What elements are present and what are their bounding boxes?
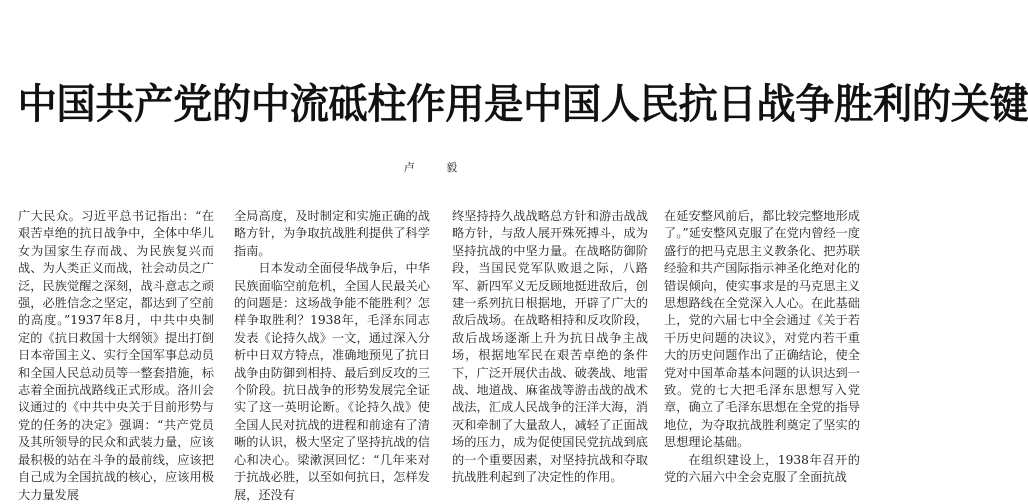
text-column-3 [452,208,648,485]
article-author: 卢 毅 [403,161,472,174]
paragraph: 在延安整风前后，都比较完整地形成了。”延安整风克服了在党内曾经一度盛行的把马克思主义教条化、把苏联经验和共产国际指示神圣化绝对化的错误倾向，使实事求是的马克思主义思想路线在全党深入人心。在此基础上，党的六届七中全会通过《关于若干历史问题的决议》，对党内若干重大的历史问题作出了正确结论，使全党对中国革命基本问题的认识达到一致。党的七大把毛泽东思想写入党章，确立了毛泽东思想在全党的指导地位，为夺取抗战胜利奠定了坚实的思想理论基础。 [664,209,860,450]
text-column-1 [18,208,214,502]
text-column-2 [234,208,430,502]
paragraph: 在组织建设上，1938年召开的党的六届六中全会克服了全面抗战 [664,452,860,485]
paragraph: 终坚持持久战战略总方针和游击战战略方针，与敌人展开殊死搏斗，成为坚持抗战的中坚力量。在战略防御阶段，当国民党军队败退之际，八路军、新四军义无反顾地挺进敌后，创建一系列抗日根据地，开辟了广大的敌后战场。在战略相持和反攻阶段，敌后战场逐渐上升为抗日战争主战场，根据地军民在艰苦卓绝的条件下，广泛开展伏击战、破袭战、地雷战、地道战、麻雀战等游击战的战术战法，汇成人民战争的汪洋大海，消灭和牵制了大量敌人，减轻了正面战场的压力，成为促使国民党抗战到底的一个重要因素，对坚持抗战和夺取抗战胜利起到了决定性的作用。 [452,209,648,485]
paragraph: 日本发动全面侵华战争后，中华民族面临空前危机，全国人民最关心的问题是：这场战争能不能胜利？怎样争取胜利？1938年，毛泽东同志发表《论持久战》一文，通过深入分析中日双方特点，准确地预见了抗日战争由防御到相持、最后到反攻的三个阶段。抗日战争的形势发展完全证实了这一英明论断。《论持久战》使全国人民对抗战的进程和前途有了清晰的认识，极大坚定了坚持抗战的信心和决心。梁漱溟回忆：“几年来对于抗战必胜，以至如何抗日，怎样发展，还没有 [234,261,430,502]
article-body [16,208,860,502]
paragraph: 全局高度，及时制定和实施正确的战略方针，为争取抗战胜利提供了科学指南。 [234,209,430,258]
article-headline: 中国共产党的中流砥柱作用是中国人民抗日战争胜利的关键 [17,80,1028,128]
text-column-4 [664,208,860,485]
paragraph: 广大民众。习近平总书记指出：“在艰苦卓绝的抗日战争中，全体中华儿女为国家生存而战、为民族复兴而战、为人类正义而战，社会动员之广泛，民族觉醒之深刻，战斗意志之顽强，必胜信念之坚定，都达到了空前的高度。”1937年8月，中共中央制定的《抗日救国十大纲领》提出打倒日本帝国主义、实行全国军事总动员和全国人民总动员等一整套措施，标志着全面抗战路线正式形成。洛川会议通过的《中共中央关于目前形势与党的任务的决定》强调：“共产党员及其所领导的民众和武装力量，应该最积极的站在斗争的最前线，应该把自己成为全国抗战的核心，应该用极大力量发展 [18,209,214,502]
